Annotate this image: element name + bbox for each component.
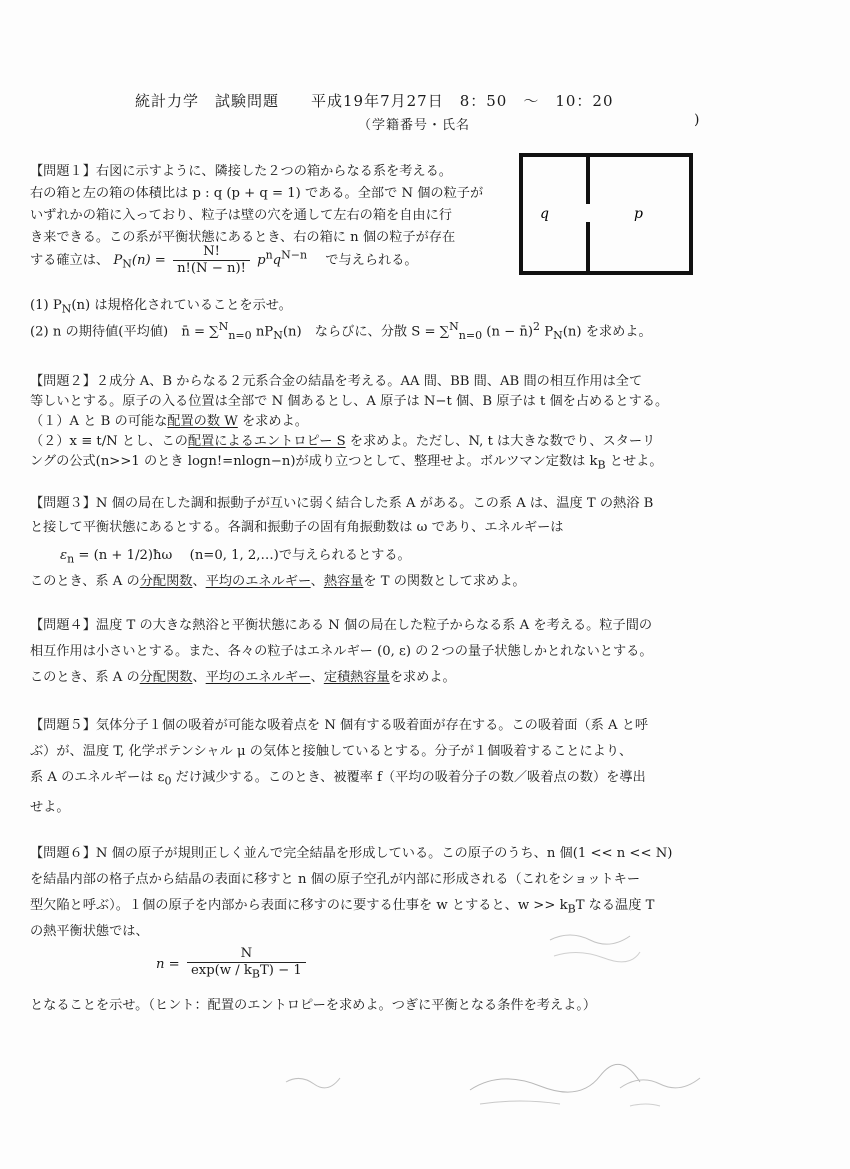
q1-s2-sub2: N [273, 329, 283, 343]
q1-formula-post: で与えられる。 [325, 253, 418, 268]
q4-l3-sep2: 、 [310, 670, 324, 685]
two-box-figure [518, 152, 694, 276]
q6-eq-den-a: exp(w / k [190, 963, 252, 978]
q1-formula-line [30, 244, 418, 277]
q4-l3-sep1: 、 [192, 670, 206, 685]
q3-l4-u3: 熱容量 [323, 574, 364, 589]
q3-eq-sub: n [67, 552, 75, 566]
q2-l3-pre: （１）A と B の可能な [30, 414, 168, 429]
q1-s2-sub4: N [553, 329, 563, 343]
q6-eq-den-end: T) − 1 [259, 963, 302, 978]
q4-l3-u3: 定積熱容量 [323, 670, 390, 685]
q4-line-2: 相互作用は小さいとする。また、各々の粒子はエネルギー (0, ε) の２つの量子状態しかとれないとする。 [30, 644, 653, 659]
q2-line-5 [30, 450, 663, 472]
q1-line-3: いずれかの箱に入っており、粒子は壁の穴を通して左右の箱を自由に行 [30, 208, 452, 223]
q4-line-3 [30, 666, 456, 685]
q2-l4-pre: （２）x ≡ t/N とし、この [30, 434, 188, 449]
q1-s1-rest: (n) は規格化されていることを示せ。 [71, 298, 292, 313]
q1-line-4: き来できる。この系が平衡状態にあるとき、右の箱に n 個の粒子が存在 [30, 230, 456, 245]
q1-s1-text: (1) P [30, 298, 62, 313]
q2-l4-post: を求めよ。ただし、N, t は大きな数でり、スターリ [345, 434, 656, 449]
q1-formula-den: n!(N − n)! [177, 261, 246, 276]
q6-eq-num: N [187, 946, 306, 963]
q3-l4-sep2: 、 [310, 574, 324, 589]
q1-s2-end2: P [540, 324, 554, 340]
q4-line-1: 【問題４】温度 T の大きな熱浴と平衡状態にある N 個の局在した粒子からなる系 A を考える。粒子間の [30, 618, 653, 633]
q1-s2-pre: (2) n の期待値(平均値) n̄ = ∑ [30, 324, 219, 340]
q6-l3-text: 型欠陥と呼ぶ）。１個の原子を内部から表面に移すのに要する仕事を w とすると、w >> k [30, 898, 568, 913]
q1-s2-sub3: n=0 [458, 329, 483, 343]
q1-s2-mid2: (n) ならびに、分散 S = ∑ [282, 324, 450, 340]
q1-formula-pre: する確立は、 [30, 253, 110, 268]
q3-l4-u2: 平均のエネルギー [205, 574, 311, 589]
q1-line-2: 右の箱と左の箱の体積比は p : q (p + q = 1) である。全部で N 個の粒子が [30, 186, 484, 201]
q6-line-1: 【問題６】N 個の原子が規則正しく並んで完全結晶を形成している。この原子のうち、n 個(1 << n << N) [30, 846, 673, 861]
q2-l3-post: を求めよ。 [237, 414, 308, 429]
label-q: q [540, 206, 549, 222]
q5-line-2: ぶ）が、温度 T, 化学ポテンシャル μ の気体と接触しているとする。分子が１個吸着することにより、 [30, 744, 633, 759]
q2-l4-underlined: 配置によるエントロピー S [187, 434, 346, 449]
q6-line-2: を結晶内部の格子点から結晶の表面に移すと n 個の原子空孔が内部に形成される（これをショットキー [30, 872, 641, 887]
q1-formula-q-sup: N−n [281, 248, 308, 262]
q3-l4-post: を T の関数として求めよ。 [363, 574, 526, 589]
q3-l4-sep1: 、 [192, 574, 206, 589]
q1-s2-sq: 2 [533, 320, 541, 333]
q1-formula-p-sup: n [265, 248, 273, 262]
q5-l3-sub: 0 [164, 774, 172, 788]
q1-formula-lhs-sub: N [122, 257, 132, 271]
q6-line-3 [30, 894, 654, 916]
q3-line-1: 【問題３】N 個の局在した調和振動子が互いに弱く結合した系 A がある。この系 A は、温度 T の熱浴 B [30, 496, 654, 511]
q5-line-3 [30, 766, 646, 788]
q1-s2-sup: N [218, 320, 229, 333]
q1-formula-fraction [173, 244, 250, 277]
q2-line-3 [30, 410, 308, 429]
q6-l3-end: T なる温度 T [575, 898, 655, 913]
q6-eq-den [187, 963, 306, 983]
q5-line-1: 【問題５】気体分子１個の吸着が可能な吸着点を N 個有する吸着面が存在する。この吸着面（系 A と呼 [30, 718, 649, 733]
q3-line-2: と接して平衡状態にあるとする。各調和振動子の固有角振動数は ω であり、エネルギーは [30, 520, 564, 535]
q6-equation [156, 946, 309, 983]
student-id-line: （学籍番号・氏名 [358, 118, 471, 133]
q6-eq-lhs: n = [156, 956, 180, 972]
q1-formula-q: q [272, 253, 282, 268]
q4-l3-post: を求めよ。 [389, 670, 456, 685]
q1-s2-sup2: N [449, 320, 459, 333]
q1-line-1: 【問題１】右図に示すように、隣接した２つの箱からなる系を考える。 [30, 164, 452, 179]
q1-formula-lhs: P [113, 253, 123, 268]
q3-l4-u1: 分配関数 [139, 574, 193, 589]
q1-formula-num: N! [173, 244, 250, 261]
q3-line-4 [30, 570, 526, 589]
q2-l5-end: とせよ。 [605, 454, 663, 469]
page-title: 統計力学 試験問題 平成19年7月27日 8：50 ～ 10：20 [135, 92, 614, 110]
q1-sub-2 [30, 320, 652, 342]
q1-s2-sub: n=0 [228, 329, 252, 343]
q1-sub-1 [30, 294, 292, 316]
q4-l3-u1: 分配関数 [139, 670, 193, 685]
q6-eq-den-sub: B [251, 967, 260, 981]
q2-line-1: 【問題２】２成分 A、B からなる２元系合金の結晶を考える。AA 間、BB 間、AB 間の相互作用は全て [30, 374, 643, 389]
q6-line-4: の熱平衡状態では、 [30, 924, 149, 939]
q2-line-2: 等しいとする。原子の入る位置は全部で N 個あるとし、A 原子は N−t 個、B 原子は t 個を占めるとする。 [30, 394, 669, 409]
q3-line-3 [60, 544, 411, 566]
q5-line-4: せよ。 [30, 800, 70, 815]
handwritten-scribble-1 [540, 920, 650, 970]
q6-line-5: となることを示せ。（ヒント：配置のエントロピーを求めよ。つぎに平衡となる条件を考えよ。） [30, 998, 597, 1013]
q1-s2-mid: nP [251, 324, 274, 340]
q1-s2-end: (n − n̄) [482, 324, 534, 340]
q1-formula-lhs-arg: (n) = [131, 253, 166, 268]
q1-formula-p: p [257, 253, 266, 268]
q6-eq-fraction [187, 946, 306, 983]
q5-l3-text: 系 A のエネルギーは ε [30, 770, 165, 785]
q1-s1-sub: N [61, 302, 72, 316]
label-p: p [634, 206, 643, 222]
q3-l4-pre: このとき、系 A の [30, 574, 140, 589]
student-id-close: ) [694, 112, 701, 128]
q4-l3-pre: このとき、系 A の [30, 670, 140, 685]
q3-eq-rhs: = (n + 1/2)ħω (n=0, 1, 2,…)で与えられるとする。 [74, 548, 411, 563]
handwritten-scribble-2 [280, 1060, 720, 1120]
q2-line-4 [30, 430, 655, 449]
q5-l3-end: だけ減少する。このとき、被覆率 f（平均の吸着分子の数／吸着点の数）を導出 [171, 770, 646, 785]
q6-l3-sub: B [567, 902, 576, 916]
q4-l3-u2: 平均のエネルギー [205, 670, 311, 685]
q1-s2-end3: (n) を求めよ。 [562, 324, 652, 340]
q3-eq-epsilon: ε [60, 548, 68, 563]
q2-l5-text: ングの公式(n>>1 のとき logn!=nlogn−n)が成り立つとして、整理せよ。ボルツマン定数は k [30, 454, 598, 469]
q2-l5-sub: B [597, 458, 606, 472]
q2-l3-underlined: 配置の数 W [167, 414, 238, 429]
